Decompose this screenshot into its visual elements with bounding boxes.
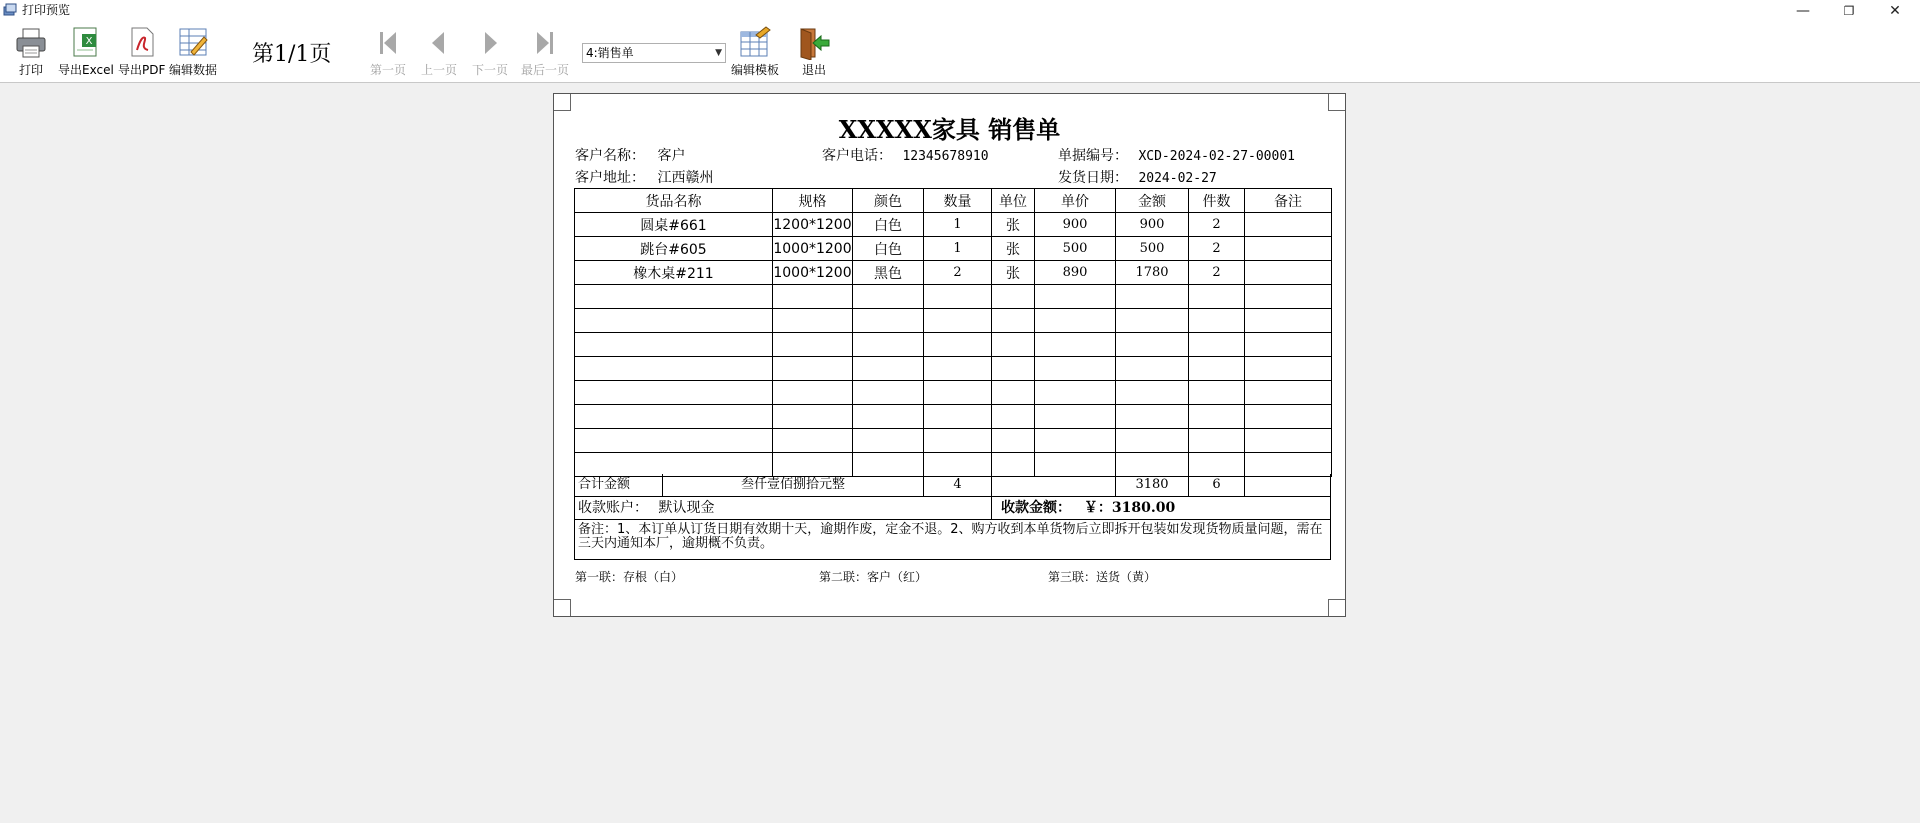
table-cell (1245, 261, 1332, 285)
table-cell (773, 333, 853, 357)
notes-text: 备注：1、本订单从订货日期有效期十天，逾期作废，定金不退。2、购方收到本单货物后立即拆开包装如发现货物质量问题，需在三天内通知本厂，逾期概不负责。 (578, 522, 1323, 551)
table-cell: 张 (992, 237, 1035, 261)
table-cell (924, 453, 992, 477)
table-cell: 1 (924, 213, 992, 237)
table-cell: 张 (992, 261, 1035, 285)
total-quantity: 4 (924, 474, 992, 496)
table-cell (853, 381, 924, 405)
table-cell (924, 429, 992, 453)
table-cell (575, 333, 773, 357)
svg-text:X: X (85, 36, 93, 47)
table-cell: 900 (1116, 213, 1189, 237)
table-cell (773, 285, 853, 309)
export-pdf-button[interactable] (118, 26, 165, 77)
table-cell (992, 453, 1035, 477)
table-cell (1189, 453, 1245, 477)
table-cell: 白色 (853, 237, 924, 261)
next-page-icon (474, 26, 506, 60)
table-cell: 500 (1035, 237, 1116, 261)
table-cell (1035, 357, 1116, 381)
excel-icon (70, 26, 102, 60)
table-cell (1035, 309, 1116, 333)
order-no-row (1058, 145, 1295, 165)
table-cell (924, 381, 992, 405)
table-row (575, 213, 1332, 237)
table-cell (1189, 333, 1245, 357)
export-excel-button[interactable] (58, 26, 114, 77)
total-pieces: 6 (1189, 474, 1245, 496)
ship-date-row (1058, 167, 1217, 187)
copy2-label: 第二联：客户（红） (819, 570, 928, 584)
table-cell (1035, 405, 1116, 429)
table-cell (1245, 357, 1332, 381)
column-header: 单价 (1035, 189, 1116, 213)
table-cell (773, 405, 853, 429)
totals-row (574, 474, 1331, 497)
table-cell: 黑色 (853, 261, 924, 285)
table-cell (1189, 405, 1245, 429)
table-cell (853, 429, 924, 453)
notes-row (574, 520, 1331, 560)
customer-name-row (575, 145, 685, 165)
table-cell (773, 381, 853, 405)
table-cell (924, 285, 992, 309)
table-cell (1116, 285, 1189, 309)
order-no: XCD-2024-02-27-00001 (1138, 149, 1295, 164)
restore-button[interactable]: ❐ (1843, 3, 1855, 18)
table-cell: 2 (1189, 261, 1245, 285)
table-cell (1035, 381, 1116, 405)
table-cell (853, 309, 924, 333)
copy3-label: 第三联：送货（黄） (1048, 570, 1157, 584)
prev-page-button[interactable] (421, 26, 457, 77)
column-header: 货品名称 (575, 189, 773, 213)
table-cell (1245, 453, 1332, 477)
table-cell (773, 429, 853, 453)
prev-page-icon (423, 26, 455, 60)
table-cell (1245, 213, 1332, 237)
table-cell (773, 309, 853, 333)
table-cell: 白色 (853, 213, 924, 237)
table-cell (992, 381, 1035, 405)
next-page-button[interactable] (472, 26, 508, 77)
table-cell (924, 309, 992, 333)
table-header-row (575, 189, 1332, 213)
table-cell (575, 285, 773, 309)
table-cell (1245, 333, 1332, 357)
table-cell (1245, 429, 1332, 453)
close-button[interactable]: ✕ (1889, 2, 1901, 19)
table-cell (992, 429, 1035, 453)
toolbar (0, 21, 1920, 83)
table-cell (773, 357, 853, 381)
empty-table-row (575, 381, 1332, 405)
copy1-label: 第一联：存根（白） (575, 570, 684, 584)
table-cell (1035, 333, 1116, 357)
column-header: 备注 (1245, 189, 1332, 213)
customer-address-label: 客户地址： (575, 170, 645, 186)
column-header: 颜色 (853, 189, 924, 213)
account-label: 收款账户： (578, 500, 648, 516)
chevron-down-icon: ▼ (715, 48, 722, 58)
export-pdf-label: 导出PDF (118, 63, 166, 77)
table-cell: 2 (924, 261, 992, 285)
app-icon (3, 3, 17, 17)
margin-corner (1328, 94, 1345, 111)
table-cell: 1000*1200 (773, 261, 853, 285)
table-cell (1245, 381, 1332, 405)
customer-phone: 12345678910 (902, 149, 989, 164)
table-cell (853, 405, 924, 429)
table-cell (1245, 309, 1332, 333)
totals-blank-cell (992, 474, 1116, 496)
column-header: 单位 (992, 189, 1035, 213)
ship-date-label: 发货日期： (1058, 170, 1128, 186)
window-title: 打印预览 (22, 3, 71, 17)
total-in-words: 叁仟壹佰捌拾元整 (663, 474, 924, 496)
table-cell: 1 (924, 237, 992, 261)
table-cell: 900 (1035, 213, 1116, 237)
document-title: XXXXX家具 销售单 (838, 115, 1061, 144)
table-cell (1189, 357, 1245, 381)
table-cell (1189, 381, 1245, 405)
ship-date: 2024-02-27 (1138, 171, 1217, 186)
export-excel-label: 导出Excel (58, 63, 114, 77)
table-cell (1035, 285, 1116, 309)
exit-label: 退出 (801, 63, 826, 77)
column-header: 数量 (924, 189, 992, 213)
edit-template-button[interactable] (731, 26, 779, 77)
empty-table-row (575, 453, 1332, 477)
exit-button[interactable] (797, 26, 831, 77)
margin-corner (554, 94, 571, 111)
order-no-label: 单据编号： (1058, 148, 1128, 164)
received-amount: ￥：3180.00 (1083, 500, 1176, 516)
table-cell: 2 (1189, 237, 1245, 261)
first-page-button[interactable] (370, 26, 406, 77)
table-cell: 500 (1116, 237, 1189, 261)
table-row (575, 237, 1332, 261)
customer-name: 客户 (657, 148, 686, 164)
pdf-icon (126, 26, 158, 60)
table-cell (1189, 309, 1245, 333)
table-cell: 2 (1189, 213, 1245, 237)
table-cell (575, 381, 773, 405)
table-cell (1189, 285, 1245, 309)
table-cell: 跳台#605 (575, 237, 773, 261)
table-cell: 橡木桌#211 (575, 261, 773, 285)
customer-address: 江西赣州 (657, 170, 714, 186)
last-page-button[interactable] (521, 26, 569, 77)
table-cell (1116, 333, 1189, 357)
table-cell (853, 333, 924, 357)
table-cell (924, 357, 992, 381)
customer-name-label: 客户名称： (575, 148, 645, 164)
table-cell (992, 285, 1035, 309)
table-cell (1116, 381, 1189, 405)
edit-data-icon (177, 26, 209, 60)
table-cell (1116, 429, 1189, 453)
table-cell: 1000*1200 (773, 237, 853, 261)
table-cell (1116, 405, 1189, 429)
table-cell (992, 333, 1035, 357)
table-cell (575, 405, 773, 429)
column-header: 金额 (1116, 189, 1189, 213)
table-cell (1116, 309, 1189, 333)
table-cell (853, 453, 924, 477)
last-page-icon (529, 26, 561, 60)
title-bar (0, 0, 1920, 21)
first-page-icon (372, 26, 404, 60)
print-button[interactable] (15, 26, 47, 77)
next-page-label: 下一页 (472, 63, 509, 77)
table-cell: 圆桌#661 (575, 213, 773, 237)
print-label: 打印 (18, 63, 43, 77)
table-cell (992, 357, 1035, 381)
template-selected-value: 4:销售单 (586, 46, 634, 60)
table-cell (575, 429, 773, 453)
table-cell: 1780 (1116, 261, 1189, 285)
table-cell (924, 405, 992, 429)
printer-icon (15, 26, 47, 60)
table-cell (1035, 429, 1116, 453)
edit-template-label: 编辑模板 (731, 63, 780, 77)
received-label: 收款金额： (1001, 500, 1071, 516)
empty-table-row (575, 285, 1332, 309)
account-row (574, 497, 1331, 520)
customer-address-row (575, 167, 713, 187)
table-cell: 890 (1035, 261, 1116, 285)
account-value: 默认现金 (658, 500, 715, 516)
table-cell (853, 357, 924, 381)
table-cell (773, 453, 853, 477)
minimize-button[interactable]: — (1796, 2, 1810, 19)
column-header: 件数 (1189, 189, 1245, 213)
total-label: 合计金额 (575, 474, 663, 496)
total-amount: 3180 (1116, 474, 1189, 496)
table-cell (853, 285, 924, 309)
template-select[interactable] (582, 43, 726, 63)
table-cell (1116, 453, 1189, 477)
empty-table-row (575, 309, 1332, 333)
items-table (574, 188, 1332, 477)
empty-table-row (575, 405, 1332, 429)
margin-corner (554, 599, 571, 616)
table-cell (1245, 405, 1332, 429)
exit-icon (797, 26, 831, 60)
edit-data-label: 编辑数据 (169, 63, 218, 77)
table-cell (575, 309, 773, 333)
table-cell: 1200*1200 (773, 213, 853, 237)
empty-table-row (575, 333, 1332, 357)
table-cell (1035, 453, 1116, 477)
print-page (553, 93, 1346, 617)
last-page-label: 最后一页 (521, 63, 570, 77)
edit-data-button[interactable] (169, 26, 217, 77)
empty-table-row (575, 429, 1332, 453)
table-cell (992, 405, 1035, 429)
table-body (575, 213, 1332, 477)
table-cell (1189, 429, 1245, 453)
table-cell (1245, 285, 1332, 309)
table-cell: 张 (992, 213, 1035, 237)
empty-table-row (575, 357, 1332, 381)
first-page-label: 第一页 (370, 63, 407, 77)
prev-page-label: 上一页 (421, 63, 458, 77)
customer-phone-row (822, 145, 989, 165)
table-cell (992, 309, 1035, 333)
table-row (575, 261, 1332, 285)
table-cell (924, 333, 992, 357)
table-cell (1116, 357, 1189, 381)
table-cell (1245, 237, 1332, 261)
page-indicator: 第1/1页 (252, 42, 332, 67)
margin-corner (1328, 599, 1345, 616)
table-cell (575, 357, 773, 381)
edit-template-icon (738, 26, 772, 60)
customer-phone-label: 客户电话： (822, 148, 892, 164)
table-cell (575, 453, 773, 477)
column-header: 规格 (773, 189, 853, 213)
